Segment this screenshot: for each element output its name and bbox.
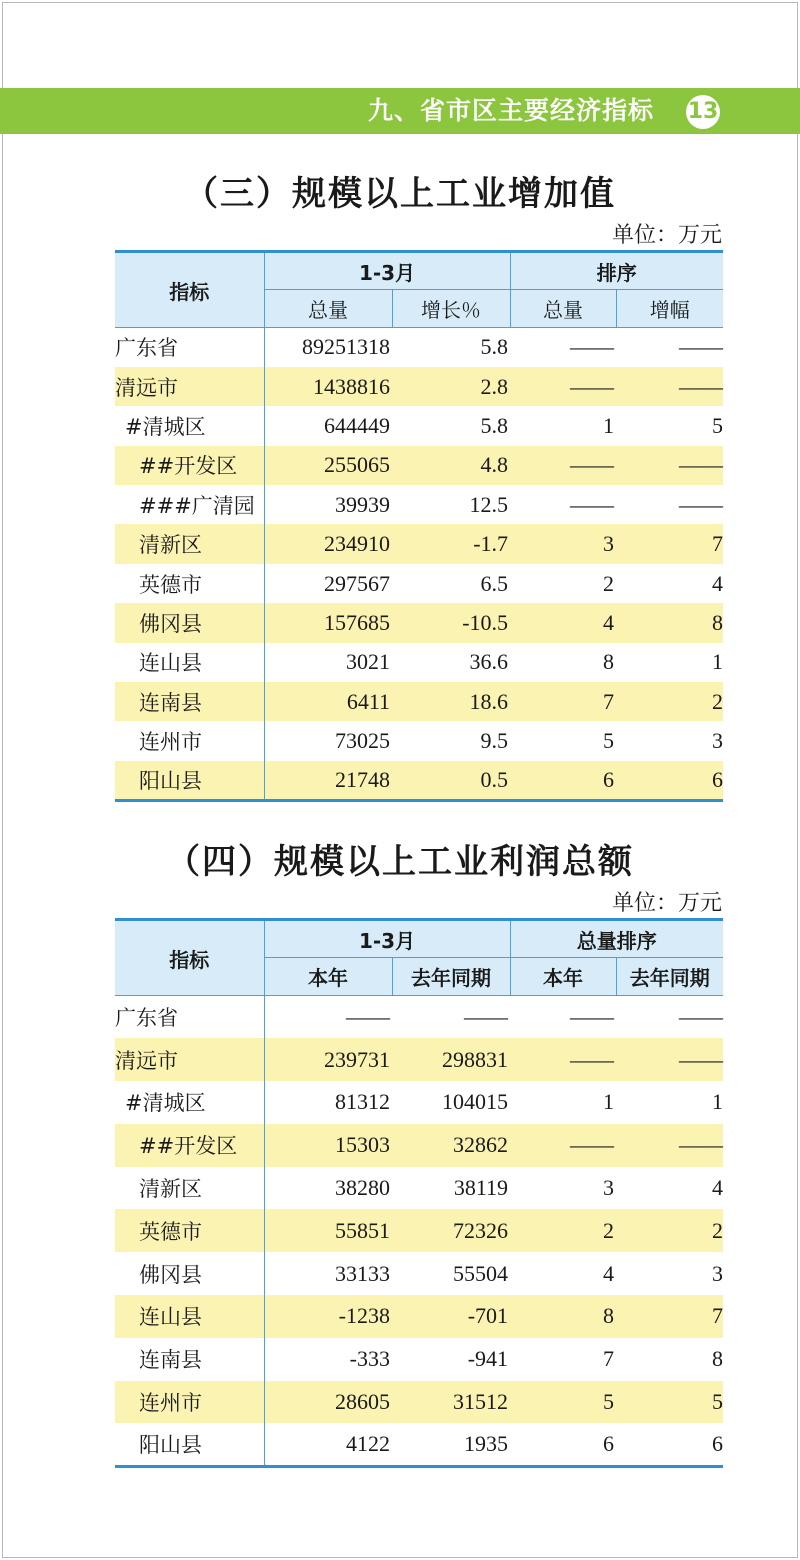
- rank-cell: 1: [603, 412, 615, 438]
- section2-title: （四）规模以上工业利润总额: [166, 842, 634, 882]
- col-indicator: 指标: [115, 920, 264, 996]
- industrial-profit-table: [115, 918, 723, 1468]
- value-cell: 255065: [264, 446, 392, 485]
- section1-title: （三）规模以上工业增加值: [184, 174, 616, 214]
- value-cell: 39939: [335, 491, 390, 517]
- rank-cell: 3: [712, 1260, 724, 1286]
- rank-cell: 1: [712, 1089, 724, 1115]
- rank-cell: 6: [510, 761, 616, 800]
- table-row: [115, 996, 723, 1039]
- page-number-badge: 13: [686, 95, 720, 129]
- rank-cell: 7: [603, 1346, 615, 1372]
- row-label: 清新区: [115, 1167, 264, 1210]
- row-label: ###广清园: [115, 485, 264, 524]
- row-label: ##开发区: [115, 1124, 264, 1167]
- rank-cell: ——: [570, 334, 615, 360]
- row-label: 阳山县: [115, 761, 264, 800]
- value-cell: 72326: [392, 1209, 510, 1252]
- rank-cell: 3: [712, 728, 724, 754]
- rank-cell: 4: [510, 603, 616, 642]
- table-row: [115, 446, 723, 485]
- value-cell: 55851: [264, 1209, 392, 1252]
- rank-cell: ——: [616, 1124, 723, 1167]
- table-row: [115, 367, 723, 406]
- value-cell: 5.8: [480, 334, 509, 360]
- rank-cell: ——: [679, 491, 724, 517]
- rank-cell: 7: [616, 1295, 723, 1338]
- sub-header: 增长％: [392, 290, 510, 328]
- rank-cell: 1: [603, 1089, 615, 1115]
- table-row: [115, 1252, 723, 1295]
- table-row: [115, 406, 723, 445]
- value-cell: 9.5: [480, 728, 509, 754]
- value-cell: 38280: [335, 1175, 390, 1201]
- rank-cell: 5: [510, 1381, 616, 1424]
- group-header-rank: 总量排序: [510, 920, 723, 958]
- value-cell: ——: [464, 1004, 509, 1030]
- sub-header: 本年: [510, 958, 616, 996]
- value-cell: 1935: [392, 1423, 510, 1466]
- table-row: [115, 1038, 723, 1081]
- value-cell: 21748: [264, 761, 392, 800]
- row-label: 阳山县: [115, 1423, 264, 1466]
- value-cell: -10.5: [392, 603, 510, 642]
- value-cell: 28605: [264, 1381, 392, 1424]
- sub-header: 去年同期: [616, 958, 723, 996]
- value-cell: 104015: [442, 1089, 509, 1115]
- value-cell: 6411: [264, 682, 392, 721]
- value-cell: 157685: [264, 603, 392, 642]
- table-row: [115, 1423, 723, 1466]
- group-header-period: 1-3月: [264, 920, 510, 958]
- sub-header: 本年: [264, 958, 392, 996]
- table-row: [115, 721, 723, 760]
- row-label: 连州市: [115, 1381, 264, 1424]
- value-cell: 298831: [392, 1038, 510, 1081]
- value-cell: 89251318: [302, 334, 390, 360]
- row-label: 广东省: [115, 328, 264, 367]
- group-header-rank: 排序: [510, 252, 723, 290]
- value-cell: 5.8: [480, 412, 509, 438]
- row-label: 清新区: [115, 524, 264, 563]
- value-cell: 32862: [392, 1124, 510, 1167]
- table-row: [115, 1338, 723, 1381]
- chapter-banner: [0, 88, 800, 134]
- rank-cell: ——: [616, 367, 723, 406]
- table-row: [115, 1124, 723, 1167]
- industrial-value-table: [115, 250, 723, 802]
- value-cell: -1.7: [392, 524, 510, 563]
- rank-cell: 7: [510, 682, 616, 721]
- rank-cell: 6: [510, 1423, 616, 1466]
- table-row: [115, 1209, 723, 1252]
- rank-cell: 8: [603, 649, 615, 675]
- rank-cell: ——: [570, 1004, 615, 1030]
- row-label: 佛冈县: [115, 1252, 264, 1295]
- rank-cell: 5: [616, 1381, 723, 1424]
- rank-cell: 8: [510, 1295, 616, 1338]
- rank-cell: 1: [712, 649, 724, 675]
- rank-cell: 5: [712, 412, 724, 438]
- value-cell: 12.5: [469, 491, 509, 517]
- rank-cell: ——: [510, 1124, 616, 1167]
- value-cell: 73025: [335, 728, 390, 754]
- table-row: [115, 1081, 723, 1124]
- rank-cell: 8: [712, 1346, 724, 1372]
- value-cell: 55504: [453, 1260, 509, 1286]
- table-row: [115, 524, 723, 563]
- row-label: 英德市: [115, 564, 264, 603]
- rank-cell: ——: [570, 491, 615, 517]
- value-cell: -333: [349, 1346, 390, 1372]
- value-cell: 4122: [264, 1423, 392, 1466]
- table-row: [115, 603, 723, 642]
- table-row: [115, 1381, 723, 1424]
- value-cell: -941: [467, 1346, 509, 1372]
- rank-cell: ——: [510, 367, 616, 406]
- rank-cell: ——: [616, 446, 723, 485]
- table-row: [115, 1295, 723, 1338]
- table-row: [115, 564, 723, 603]
- value-cell: 4.8: [392, 446, 510, 485]
- rank-cell: 6: [616, 1423, 723, 1466]
- rank-cell: ——: [679, 334, 724, 360]
- value-cell: 31512: [392, 1381, 510, 1424]
- rank-cell: 4: [603, 1260, 615, 1286]
- table-row: [115, 682, 723, 721]
- value-cell: -701: [392, 1295, 510, 1338]
- value-cell: 297567: [324, 570, 390, 596]
- rank-cell: 5: [603, 728, 615, 754]
- value-cell: 38119: [453, 1175, 509, 1201]
- col-indicator: 指标: [115, 252, 264, 328]
- row-label: ##开发区: [115, 446, 264, 485]
- row-label: 清远市: [115, 367, 264, 406]
- group-header-period: 1-3月: [264, 252, 510, 290]
- value-cell: 3021: [346, 649, 390, 675]
- value-cell: 0.5: [392, 761, 510, 800]
- value-cell: 18.6: [392, 682, 510, 721]
- row-label: 连山县: [115, 643, 264, 682]
- rank-cell: 2: [616, 1209, 723, 1252]
- value-cell: 81312: [335, 1089, 390, 1115]
- rank-cell: 8: [616, 603, 723, 642]
- value-cell: 2.8: [392, 367, 510, 406]
- sub-header: 增幅: [616, 290, 723, 328]
- rank-cell: 2: [510, 1209, 616, 1252]
- rank-cell: ——: [616, 1038, 723, 1081]
- sub-header: 总量: [510, 290, 616, 328]
- table-row: [115, 761, 723, 800]
- sub-header: 去年同期: [392, 958, 510, 996]
- row-label: 连州市: [115, 721, 264, 760]
- rank-cell: ——: [510, 1038, 616, 1081]
- row-label: 清远市: [115, 1038, 264, 1081]
- rank-cell: 2: [616, 682, 723, 721]
- rank-cell: 2: [603, 570, 615, 596]
- rank-cell: 4: [712, 1175, 724, 1201]
- row-label: 连南县: [115, 1338, 264, 1381]
- value-cell: 15303: [264, 1124, 392, 1167]
- row-label: 英德市: [115, 1209, 264, 1252]
- value-cell: ——: [346, 1004, 390, 1030]
- rank-cell: 3: [603, 1175, 615, 1201]
- value-cell: 36.6: [469, 649, 509, 675]
- rank-cell: 3: [510, 524, 616, 563]
- rank-cell: 6: [616, 761, 723, 800]
- table-row: [115, 328, 723, 367]
- value-cell: 234910: [264, 524, 392, 563]
- rank-cell: 4: [712, 570, 724, 596]
- chapter-title: 九、省市区主要经济指标: [367, 96, 654, 125]
- row-label: 连山县: [115, 1295, 264, 1338]
- row-label: #清城区: [115, 406, 264, 445]
- value-cell: 1438816: [264, 367, 392, 406]
- value-cell: 644449: [324, 412, 390, 438]
- row-label: 佛冈县: [115, 603, 264, 642]
- sub-header: 总量: [264, 290, 392, 328]
- rank-cell: ——: [510, 446, 616, 485]
- value-cell: 239731: [264, 1038, 392, 1081]
- table-row: [115, 643, 723, 682]
- row-label: 广东省: [115, 996, 264, 1039]
- section1-unit: 单位：万元: [611, 223, 722, 248]
- table-row: [115, 1167, 723, 1210]
- row-label: 连南县: [115, 682, 264, 721]
- value-cell: 33133: [335, 1260, 390, 1286]
- value-cell: 6.5: [480, 570, 509, 596]
- row-label: #清城区: [115, 1081, 264, 1124]
- rank-cell: 7: [616, 524, 723, 563]
- value-cell: -1238: [264, 1295, 392, 1338]
- section2-unit: 单位：万元: [611, 891, 722, 916]
- rank-cell: ——: [679, 1004, 724, 1030]
- table-row: [115, 485, 723, 524]
